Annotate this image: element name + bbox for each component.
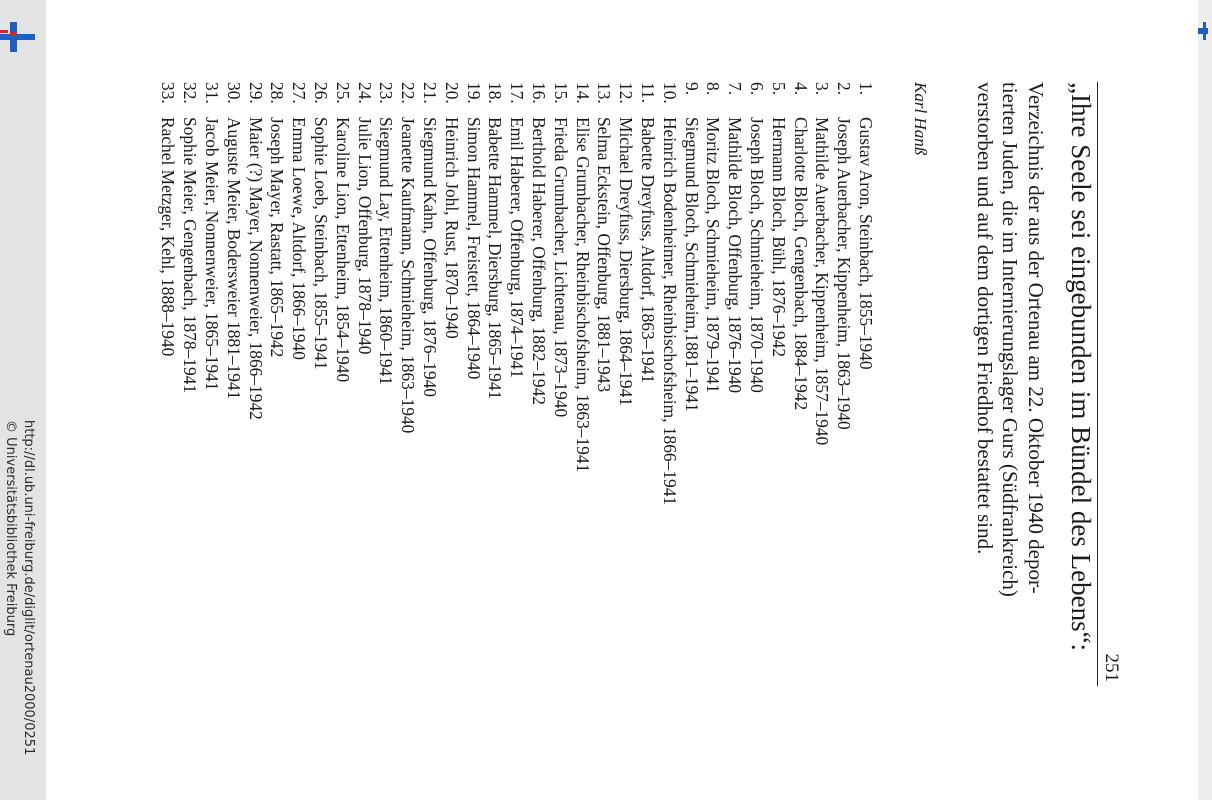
- list-item-text: Sophie Loeb, Steinbach, 1855–1941: [311, 117, 332, 370]
- list-item-text: Joseph Bloch, Schmieheim, 1870–1940: [747, 117, 768, 393]
- list-item-number: 1.: [856, 82, 876, 96]
- list-item-text: Mathilde Auerbacher, Kippenheim, 1857–1940: [812, 117, 833, 446]
- list-item-number: 20.: [441, 82, 462, 104]
- list-item-text: Rachel Metzger, Kehl, 1888–1940: [158, 117, 179, 357]
- calibration-blue-stem: [10, 22, 17, 52]
- list-item: [353, 82, 375, 762]
- list-item: [527, 82, 549, 762]
- list-item-number: 17.: [507, 82, 528, 104]
- list-item: [287, 82, 309, 762]
- list-item: [832, 82, 854, 762]
- list-item-number: 10.: [659, 82, 680, 104]
- list-item: [789, 82, 811, 762]
- list-item-text: Gustav Aron, Steinbach, 1855–1940: [856, 117, 876, 370]
- intro-line: verstorben und auf dem dortigen Friedhof bestattet sind.: [973, 82, 997, 555]
- list-item: [636, 82, 658, 762]
- list-item-text: Emil Haberer, Offenburg, 1874–1941: [507, 117, 528, 378]
- list-item-text: Babette Dreyfuss, Altdorf, 1863–1941: [638, 117, 659, 384]
- list-item-text: Julie Lion, Offenburg, 1878–1940: [354, 117, 375, 355]
- list-item: [854, 82, 876, 762]
- calibration-red-tick: [0, 30, 8, 33]
- list-item: [418, 82, 440, 762]
- list-item-text: Joseph Mayer, Rastatt, 1865–1942: [267, 117, 288, 358]
- author-name: Karl Hanß: [911, 82, 930, 156]
- list-item-text: Moritz Bloch, Schmieheim, 1879–1941: [703, 117, 724, 393]
- list-item-number: 9.: [681, 82, 702, 96]
- list-item-text: Siegmund Bloch, Schmieheim,1881–1941: [681, 117, 702, 412]
- list-item-number: 2.: [834, 82, 855, 96]
- list-item-number: 31.: [202, 82, 223, 104]
- list-item-text: Maier (?) Mayer, Nonnenweier, 1866–1942: [245, 117, 266, 420]
- scanned-page: [120, 40, 1120, 800]
- list-item: [571, 82, 593, 762]
- list-item: [222, 82, 244, 762]
- list-item: [593, 82, 615, 762]
- list-item: [331, 82, 353, 762]
- list-item-text: Babette Hammel, Diersburg, 1865–1941: [485, 117, 506, 400]
- header-rule: [1097, 82, 1098, 686]
- list-item: [375, 82, 397, 762]
- list-item-number: 4.: [790, 82, 811, 96]
- list-item-text: Jacob Meier, Nonnenweier, 1865–1941: [202, 117, 223, 391]
- list-item: [723, 82, 745, 762]
- list-item: [440, 82, 462, 762]
- color-calibration-mark-right: [1198, 20, 1212, 42]
- list-item-text: Auguste Meier, Bodersweier 1881–1941: [223, 117, 244, 400]
- list-item-text: Simon Hammel, Freistett, 1864–1940: [463, 117, 484, 380]
- intro-line: tierten Juden, die im Internierungslager Gurs (Südfrankreich): [998, 82, 1023, 597]
- list-item: [549, 82, 571, 762]
- list-item-text: Frieda Grumbacher, Lichtenau, 1873–1940: [550, 117, 571, 418]
- list-item-number: 14.: [572, 82, 593, 104]
- list-item-number: 13.: [594, 82, 615, 104]
- list-item-text: Siegmund Kahn, Offenburg, 1876–1940: [420, 117, 441, 397]
- list-item-text: Michael Dreyfuss, Diersburg, 1864–1941: [616, 117, 637, 406]
- list-item-text: Hermann Bloch, Bühl, 1876–1942: [768, 117, 789, 358]
- list-item-number: 3.: [812, 82, 833, 96]
- intro-paragraph: [972, 82, 1049, 702]
- list-item-number: 16.: [529, 82, 550, 104]
- page-title: „Ihre Seele sei eingebunden im Bündel des Lebens“:: [1066, 82, 1096, 652]
- list-item-number: 6.: [747, 82, 768, 96]
- list-item: [702, 82, 724, 762]
- list-item: [484, 82, 506, 762]
- color-calibration-mark-left: [0, 22, 40, 52]
- list-item: [396, 82, 418, 762]
- list-item-text: Selma Eckstein, Offenburg, 1881–1943: [594, 117, 615, 393]
- list-item-number: 11.: [638, 82, 659, 104]
- list-item-text: Karoline Lion, Ettenheim, 1854–1940: [332, 117, 353, 383]
- list-item: [157, 82, 179, 762]
- list-item-text: Heinrich Bodenheimer, Rheinbischofsheim, 1866–1941: [659, 117, 680, 506]
- list-item: [505, 82, 527, 762]
- source-url[interactable]: http://dl.ub.uni-freiburg.de/diglit/ortenau2000/0251: [21, 420, 36, 756]
- copyright-notice: © Universitätsbibliothek Freiburg: [3, 420, 18, 637]
- intro-line: Verzeichnis der aus der Ortenau am 22. Oktober 1940 depor-: [1024, 82, 1048, 594]
- calibration-blue-bar: [0, 34, 10, 40]
- list-item: [767, 82, 789, 762]
- list-item-text: Jeanette Kaufmann, Schmieheim, 1863–1940: [398, 117, 419, 434]
- list-item-text: Emma Loewe, Altdorf, 1866–1940: [289, 117, 310, 360]
- page-number: 251: [1101, 653, 1122, 682]
- list-item-text: Siegmund Lay, Ettenheim, 1860–1941: [376, 117, 397, 385]
- library-footer: [1, 420, 37, 755]
- list-item-text: Charlotte Bloch, Gengenbach, 1884–1942: [790, 117, 811, 411]
- list-item-number: 19.: [463, 82, 484, 104]
- list-item-text: Joseph Auerbacher, Kippenheim, 1863–1940: [834, 117, 855, 430]
- list-item-text: Elise Grumbacher, Rheinbischofsheim, 1863–1941: [572, 117, 593, 473]
- list-item-number: 30.: [223, 82, 244, 104]
- list-item-number: 27.: [289, 82, 310, 104]
- list-item: [244, 82, 266, 762]
- list-item-number: 25.: [332, 82, 353, 104]
- list-item-number: 33.: [158, 82, 179, 104]
- list-item: [462, 82, 484, 762]
- list-item-number: 24.: [354, 82, 375, 104]
- list-item-text: Berthold Haberer, Offenburg, 1882–1942: [529, 117, 550, 405]
- calibration-blue-stem-right-edge: [1203, 22, 1206, 40]
- list-item-number: 29.: [245, 82, 266, 104]
- list-item: [680, 82, 702, 762]
- list-item-number: 28.: [267, 82, 288, 104]
- list-item: [745, 82, 767, 762]
- list-item-number: 5.: [768, 82, 789, 96]
- list-item: [614, 82, 636, 762]
- list-item: [658, 82, 680, 762]
- list-item: [266, 82, 288, 762]
- right-margin-strip: [1198, 0, 1212, 800]
- list-item-number: 23.: [376, 82, 397, 104]
- list-item-number: 8.: [703, 82, 724, 96]
- list-item-number: 32.: [180, 82, 201, 104]
- list-item-number: 22.: [398, 82, 419, 104]
- list-item-number: 7.: [725, 82, 746, 96]
- deceased-list: [157, 82, 876, 762]
- list-item-number: 26.: [311, 82, 332, 104]
- list-item: [200, 82, 222, 762]
- list-item-number: 15.: [550, 82, 571, 104]
- list-item-number: 18.: [485, 82, 506, 104]
- calibration-blue-bar-right: [17, 34, 35, 40]
- list-item: [309, 82, 331, 762]
- calibration-red-block: [10, 32, 17, 36]
- list-item-text: Heinrich Johl, Rust, 1870–1940: [441, 117, 462, 339]
- list-item: [811, 82, 833, 762]
- list-item: [179, 82, 201, 762]
- list-item-text: Sophie Meier, Gengenbach, 1878–1941: [180, 117, 201, 394]
- list-item-number: 21.: [420, 82, 441, 104]
- list-item-number: 12.: [616, 82, 637, 104]
- list-item-text: Mathilde Bloch, Offenburg, 1876–1940: [725, 117, 746, 394]
